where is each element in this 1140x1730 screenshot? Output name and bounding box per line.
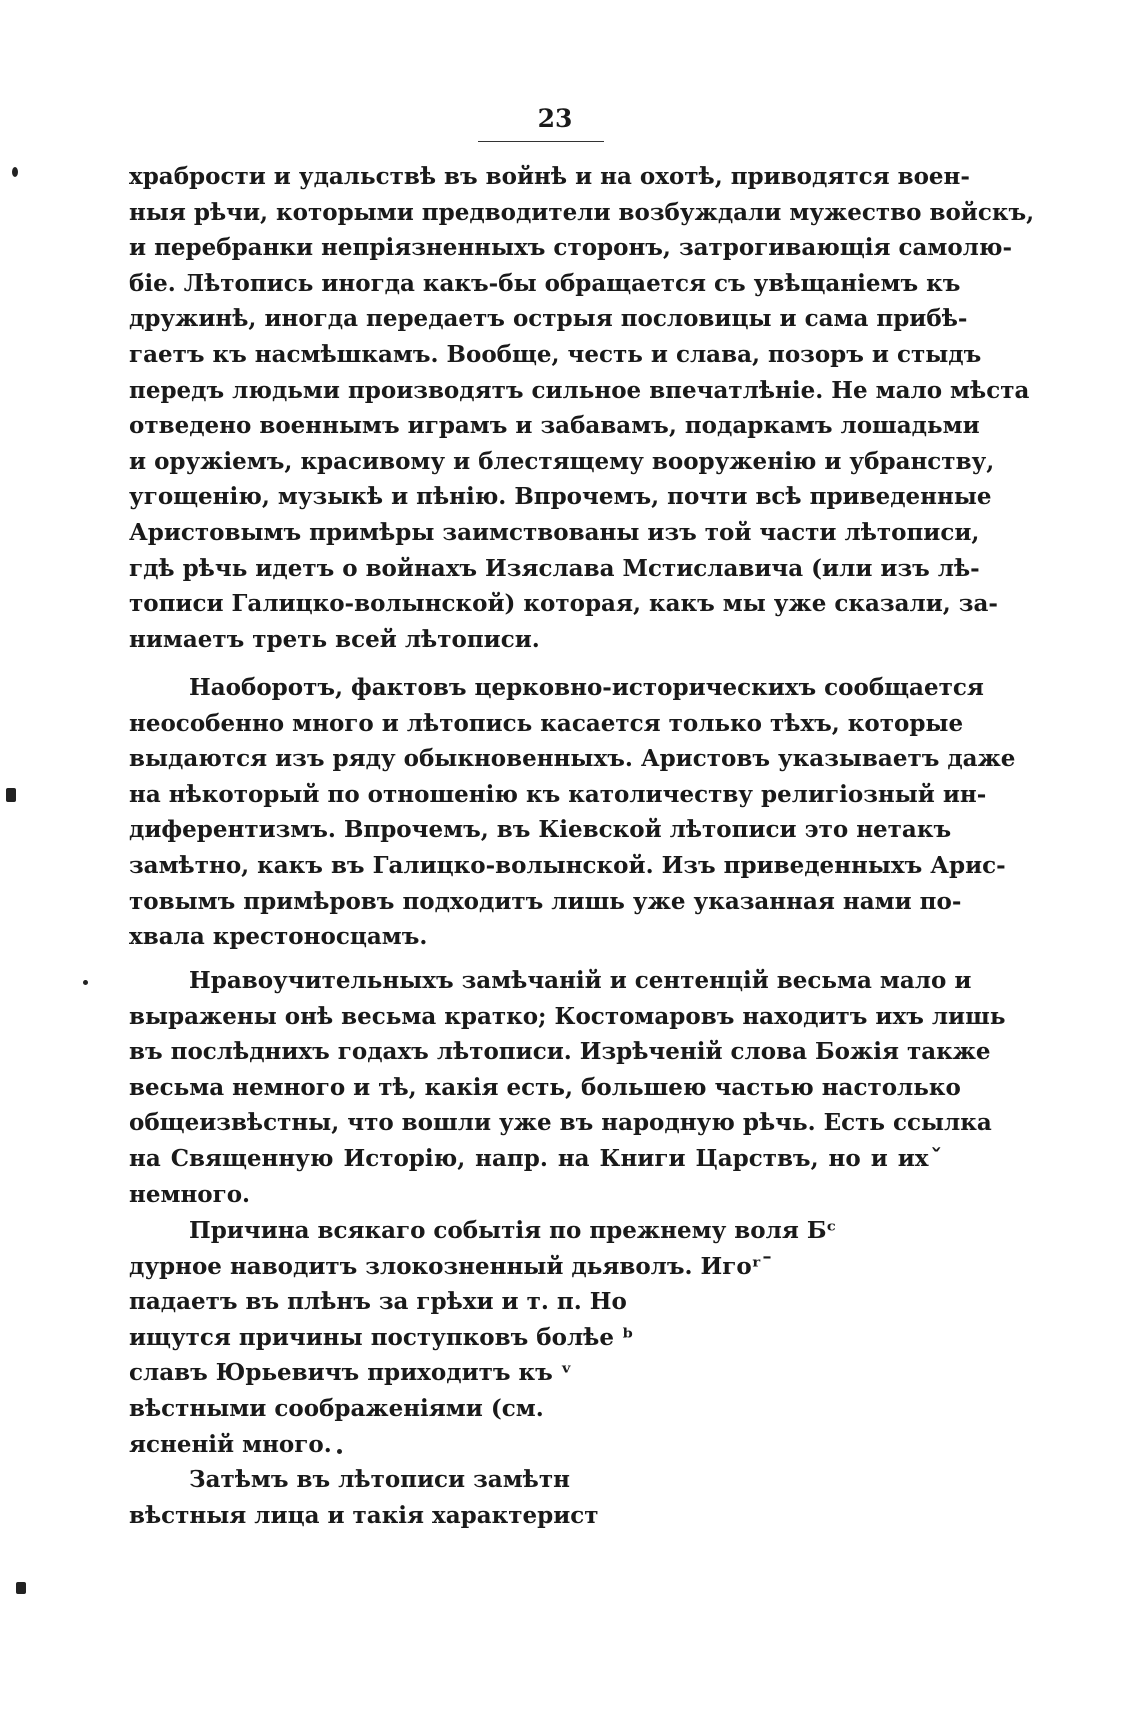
text-line: и оружіемъ, красивому и блестящему вооруженію и убранству, bbox=[129, 447, 995, 475]
text-line: гдѣ рѣчь идетъ о войнахъ Изяслава Мстиславича (или изъ лѣ- bbox=[129, 554, 980, 582]
speck bbox=[83, 980, 88, 985]
text-line: славъ Юрьевичъ приходитъ къ ᵛ bbox=[129, 1359, 573, 1387]
paragraph-5 bbox=[129, 1462, 769, 1533]
paragraph-1 bbox=[129, 159, 1035, 657]
text-line: общеизвѣстны, что вошли уже въ народную рѣчь. Есть ссылка bbox=[129, 1109, 992, 1137]
text-line: угощенію, музыкѣ и пѣнію. Впрочемъ, почти всѣ приведенные bbox=[129, 483, 992, 511]
paragraph-2 bbox=[129, 670, 1016, 955]
text-line: ищутся причины поступковъ болѣе ᵇ bbox=[129, 1323, 634, 1351]
paragraph-4 bbox=[129, 1213, 837, 1462]
text-line: тописи Галицко-волынской) которая, какъ мы уже сказали, за- bbox=[129, 590, 998, 618]
text-line: товымъ примѣровъ подходитъ лишь уже указанная нами по- bbox=[129, 887, 962, 915]
text-line: гаетъ къ насмѣшкамъ. Вообще, честь и слава, позоръ и стыдъ bbox=[129, 340, 982, 368]
text-line: выражены онѣ весьма кратко; Костомаровъ находитъ ихъ лишь bbox=[129, 1002, 1006, 1030]
text-line: отведено военнымъ играмъ и забавамъ, подаркамъ лошадьми bbox=[129, 412, 980, 440]
text-line: Аристовымъ примѣры заимствованы изъ той части лѣтописи, bbox=[129, 518, 980, 546]
text-line: хвала крестоносцамъ. bbox=[129, 923, 428, 951]
margin-mark bbox=[6, 788, 16, 802]
text-line: передъ людьми производятъ сильное впечатлѣніе. Не мало мѣста bbox=[129, 376, 1030, 404]
text-line: ныя рѣчи, которыми предводители возбуждали мужество войскъ, bbox=[129, 198, 1035, 226]
text-line: Затѣмъ въ лѣтописи замѣтн bbox=[189, 1466, 570, 1493]
page-number-rule bbox=[478, 141, 604, 142]
text-line: дружинѣ, иногда передаетъ острыя пословицы и сама прибѣ- bbox=[129, 305, 968, 333]
speck bbox=[337, 1449, 342, 1454]
text-line: дурное наводитъ злокозненный дьяволъ. Игоʳˉ bbox=[129, 1252, 773, 1280]
text-line: диферентизмъ. Впрочемъ, въ Кіевской лѣтописи это нетакъ bbox=[129, 816, 952, 844]
text-line: въ послѣднихъ годахъ лѣтописи. Изрѣченій слова Божія также bbox=[129, 1038, 991, 1066]
text-line: нимаетъ треть всей лѣтописи. bbox=[129, 625, 540, 653]
text-line: выдаются изъ ряду обыкновенныхъ. Аристовъ указываетъ даже bbox=[129, 745, 1016, 773]
text-line: Наоборотъ, фактовъ церковно-историческихъ сообщается bbox=[189, 674, 984, 701]
text-line: на Священную Исторію, напр. на Книги Царствъ, но и ихˇ bbox=[129, 1144, 942, 1172]
text-line: Нравоучительныхъ замѣчаній и сентенцій весьма мало и bbox=[189, 967, 972, 994]
text-line: и перебранки непріязненныхъ сторонъ, затрогивающія самолю- bbox=[129, 234, 1013, 262]
text-line: на нѣкоторый по отношенію къ католичеству религіозный ин- bbox=[129, 780, 987, 808]
text-line: немного. bbox=[129, 1180, 251, 1208]
text-line: падаетъ въ плѣнъ за грѣхи и т. п. Но bbox=[129, 1288, 627, 1316]
text-line: ясненій много. bbox=[129, 1430, 332, 1458]
text-line: храбрости и удальствѣ въ войнѣ и на охотѣ, приводятся воен- bbox=[129, 163, 970, 190]
text-line: вѣстными соображеніями (см. bbox=[129, 1394, 544, 1422]
text-line: неособенно много и лѣтопись касается только тѣхъ, которые bbox=[129, 709, 964, 737]
text-line: вѣстныя лица и такія характерисᴛ bbox=[129, 1501, 599, 1529]
paragraph-3 bbox=[129, 963, 1006, 1212]
text-line: замѣтно, какъ въ Галицко-волынской. Изъ приведенныхъ Арис- bbox=[129, 851, 1006, 879]
margin-mark bbox=[12, 167, 18, 177]
text-line: Причина всякаго событія по прежнему воля Бᶜ bbox=[189, 1217, 837, 1244]
page-number: 23 bbox=[537, 104, 573, 133]
text-line: біе. Лѣтопись иногда какъ-бы обращается съ увѣщаніемъ къ bbox=[129, 269, 961, 297]
text-line: весьма немного и тѣ, какія есть, большею частью настолько bbox=[129, 1073, 961, 1101]
margin-mark bbox=[16, 1582, 26, 1594]
